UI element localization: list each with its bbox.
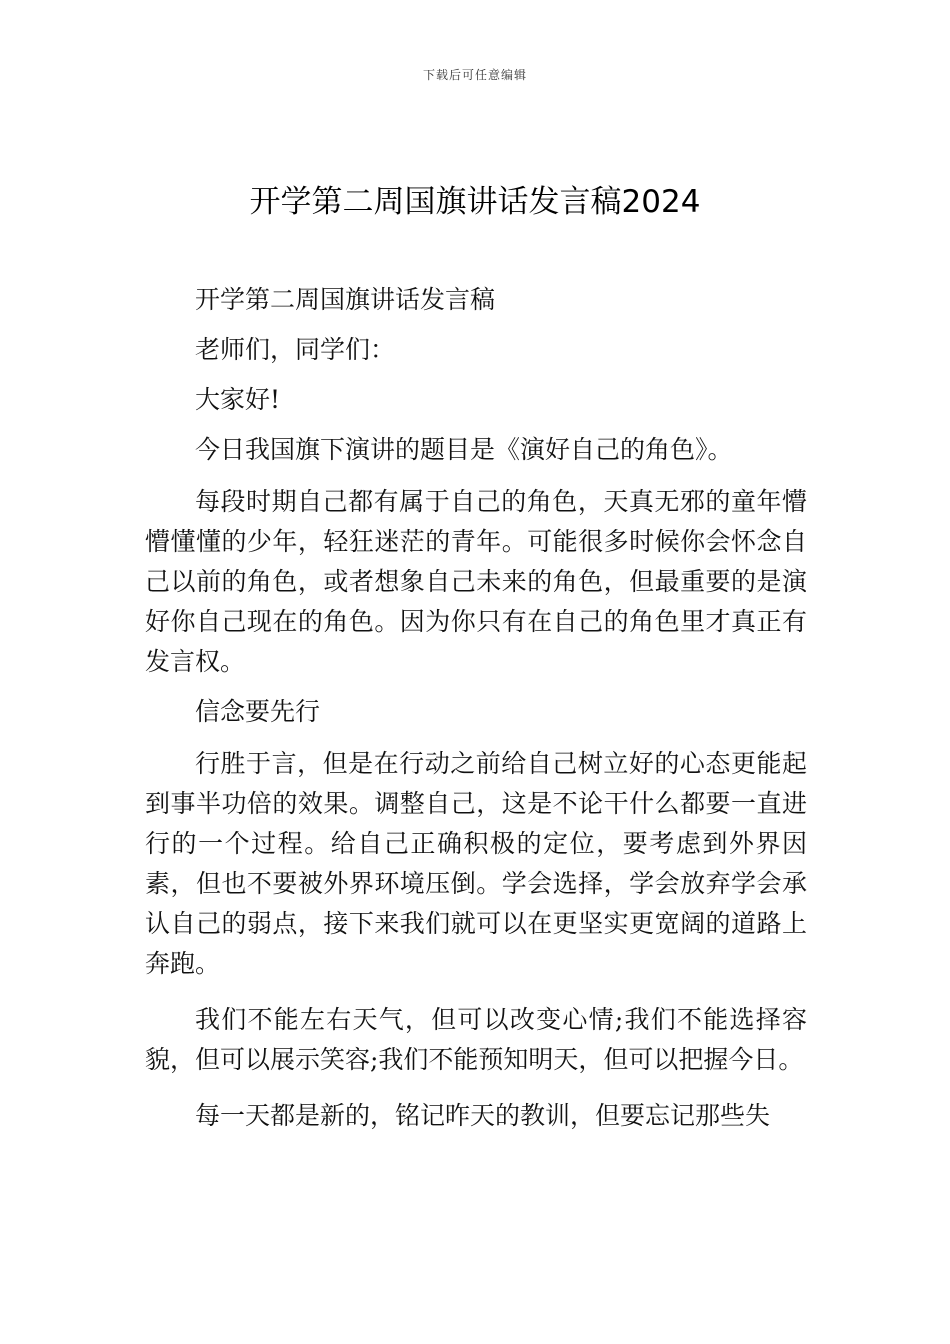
paragraph-subtitle: 开学第二周国旗讲话发言稿 [195,285,496,314]
paragraph-heading-belief: 信念要先行 [195,697,321,726]
paragraph-attitude: 我们不能左右天气，但可以改变心情;我们不能选择容貌，但可以展示笑容;我们不能预知明天，但可以把握今日。 [145,1005,807,1074]
document-title: 开学第二周国旗讲话发言稿2024 [249,184,701,220]
document-body [145,280,807,1136]
header-note: 下载后可任意编辑 [422,68,527,82]
paragraph-roles: 每段时期自己都有属于自己的角色，天真无邪的童年懵懵懂懂的少年，轻狂迷茫的青年。可能很多时候你会怀念自己以前的角色，或者想象自己未来的角色，但最重要的是演好你自己现在的角色。因为你只有在自己的角色里才真正有发言权。 [145,487,807,676]
paragraph-everyday: 每一天都是新的，铭记昨天的教训，但要忘记那些失 [195,1101,771,1130]
paragraph-salutation: 老师们，同学们： [195,335,396,364]
paragraph-topic: 今日我国旗下演讲的题目是《演好自己的角色》。 [195,435,733,464]
paragraph-greeting: 大家好! [195,385,281,414]
paragraph-action: 行胜于言，但是在行动之前给自己树立好的心态更能起到事半功倍的效果。调整自己，这是不论干什么都要一直进行的一个过程。给自己正确积极的定位，要考虑到外界因素，但也不要被外界环境压倒。学会选择，学会放弃学会承认自己的弱点，接下来我们就可以在更坚实更宽阔的道路上奔跑。 [145,749,807,978]
